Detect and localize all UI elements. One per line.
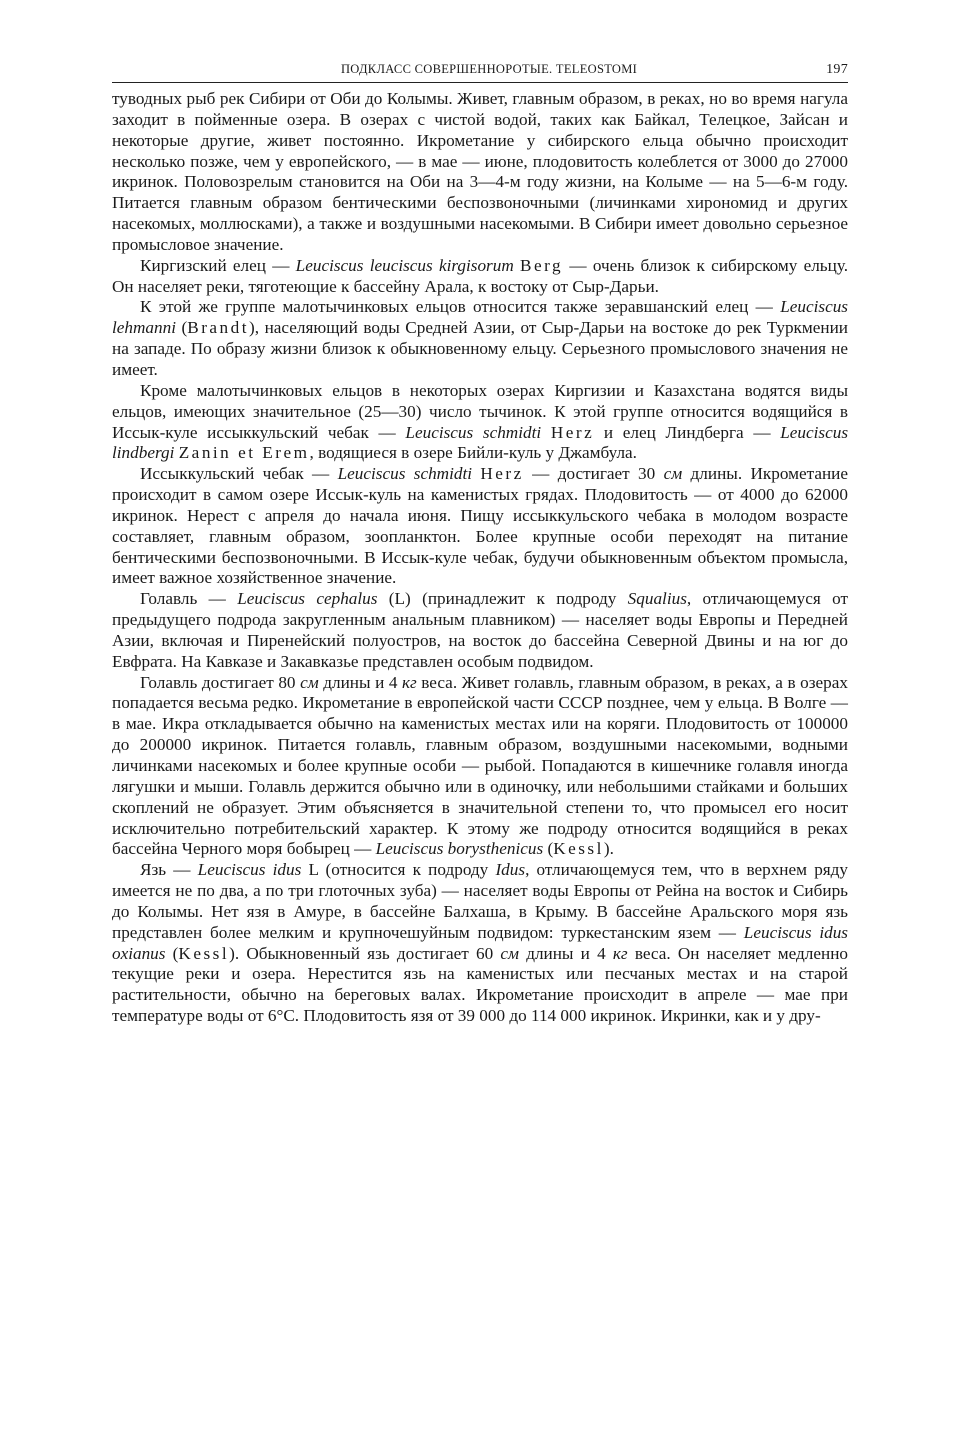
author-name: Herz [480,464,524,484]
paragraph [112,860,848,1027]
italic-term: Leuciscus lindbergi [112,422,849,463]
paragraph [112,589,848,672]
italic-term: Leuciscus leuciscus kirgisorum [295,255,514,275]
book-page [112,62,848,1027]
text-run: длины. Икрометание происходит в самом озере Иссык-куль на каменистых грядах. Плодовитость — от 4000 до 62000 икринок. Нерест с апреля до начала июня. Пищу иссыккульского чебака в молодом возрасте составляет, главным образом, зоопланктон. Более крупные особи переходят на питание бентическими беспозвоночными. В Иссык-куле чебак, будучи обыкновенным объектом промысла, имеет важное хозяйственное значение. [112,464,848,588]
italic-term: Leuciscus idus oxianus [112,922,849,963]
italic-term: Idus [495,860,526,880]
author-name: Kessl [178,943,230,963]
text-run: Иссыккульский чебак — [140,464,338,484]
italic-term: Leuciscus borysthenicus [375,839,544,859]
text-run: L (относится к подроду [301,860,496,880]
italic-term: Squalius [627,589,687,609]
text-run: Голавль — [140,589,238,609]
text-run: веса. Он населяет медленно текущие реки и озера. Нерестится язь на каменистых или песчаных местах и на старой растительности, обычно на береговых валах. Икрометание происходит в апреле — мае при температуре воды от 6°С. Плодовитость язя от 39 000 до 114 000 икринок. Икринки, как и у дру- [112,943,849,1026]
text-run: , отличающемуся от предыдущего подрода закругленным анальным плавником) — населяет воды Европы и Передней Азии, включая и Пиренейский полуостров, на восток до бассейна Северной Двины и на юг до Евфрата. На Кавказе и Закавказье представлен особым подвидом. [112,589,848,671]
italic-term: Leuciscus schmidti [337,464,473,484]
italic-term: кг [612,943,628,963]
italic-term: см [663,464,683,484]
text-run: ( [175,318,188,338]
italic-term: Leuciscus cephalus [237,589,378,609]
text-run: Киргизский елец — [140,255,296,275]
text-run: ( [165,943,179,963]
paragraph [112,89,848,256]
text-run: и елец Линдберга — [594,422,781,442]
author-name: Berg [520,255,564,275]
text-run: , отличающемуся тем, что в верхнем ряду имеется не по два, а по три глоточных зуба) — населяет воды Европы от Рейна на восток и Сибирь до Колымы. Нет язя в Амуре, в бассейне Балхаша, в Крыму. В бассейне Аральского моря язь представлен более мелким и крупночешуйным подвидом: туркестанским язем — [112,860,849,942]
italic-term: Leuciscus schmidti [405,422,542,442]
text-run: туводных рыб рек Сибири от Оби до Колымы. Живет, главным образом, в реках, но во время нагула заходит в пойменные озера. В озерах с чистой водой, таких как Байкал, Телецкое, Зайсан и некоторые другие, живет постоянно. Икрометание у сибирского ельца обычно происходит несколько позже, чем у европейского, — в мае — июне, плодовитость колеблется от 3000 до 27000 икринок. Половозрелым становится на Оби на 3—4-м году жизни, на Колыме — на 5—6-м году. Питается главным образом бентическими беспозвоночными (личинками хирономид и других насекомых, моллюсками), а также и воздушными насекомыми. В Сибири имеет довольно серьезное промысловое значение. [112,89,848,254]
italic-term: Leuciscus lehmanni [112,297,848,338]
running-head [112,62,848,83]
text-run: (L) (принадлежит к подроду [377,589,628,609]
italic-term: Leuciscus idus [197,860,302,880]
text-run: длины и 4 [519,943,613,963]
page-number: 197 [826,62,848,77]
running-head-title: ПОДКЛАСС СОВЕРШЕННОРОТЫЕ. TELEOSTOMI [340,62,638,76]
text-body [112,89,848,1027]
text-run: Кроме малотычинковых ельцов в некоторых озерах Киргизии и Казахстана водятся виды ельцов, имеющих значительное (25—30) число тычинок. К этой группе относится водящийся в Иссык-куле иссыккульский чебак — [112,380,848,442]
author-name: Zanin et Erem [178,443,310,463]
text-run: , водящиеся в озере Бийли-куль у Джамбула. [309,443,637,463]
text-run: ( [543,839,554,859]
paragraph [112,673,848,861]
text-run: длины и 4 [318,672,402,692]
text-run: ). Обыкновенный язь достигает 60 [229,943,501,963]
text-run: — очень близок к сибирскому ельцу. Он населяет реки, тяготеющие к бассейну Арала, к востоку от Сыр-Дарьи. [112,255,849,296]
italic-term: кг [401,672,417,692]
text-run [541,423,551,442]
author-name: Brandt [187,318,250,338]
italic-term: см [300,672,319,692]
author-name: Herz [550,422,595,442]
text-run: ). [603,839,614,859]
paragraph [112,464,848,589]
text-run: веса. Живет голавль, главным образом, в реках, а в озерах попадается весьма редко. Икрометание в европейской части СССР позднее, чем у ельца. В Волге — в мае. Икра откладывается обычно на каменистых местах или на коряги. Плодовитость от 100000 до 200000 икринок. Питается голавль, главным образом, воздушными насекомыми, водными личинками насекомых и более крупные особи — рыбой. Попадаются в кишечнике голавля иногда лягушки и мыши. Голавль держится обычно или в одиночку, или небольшими стайками и больших скоплений не образует. Этим объясняется в значительной степени то, что промысел его носит исключительно потребительский характер. К этому же подроду относится водящийся в реках бассейна Черного моря бобырец — [112,672,848,859]
paragraph [112,297,848,380]
paragraph [112,256,848,298]
text-run: Голавль достигает 80 [140,672,301,692]
text-run: ), населяющий воды Средней Азии, от Сыр-Дарьи на востоке до рек Туркмении на западе. По образу жизни близок к обыкновенному ельцу. Серьезного промыслового значения не имеет. [112,318,848,379]
text-run: — достигает 30 [523,464,664,484]
author-name: Kessl [553,839,604,859]
italic-term: см [500,943,520,963]
text-run: К этой же группе малотычинковых ельцов относится также зеравшанский елец — [140,297,781,317]
text-run: Язь — [140,860,198,880]
paragraph [112,381,848,464]
